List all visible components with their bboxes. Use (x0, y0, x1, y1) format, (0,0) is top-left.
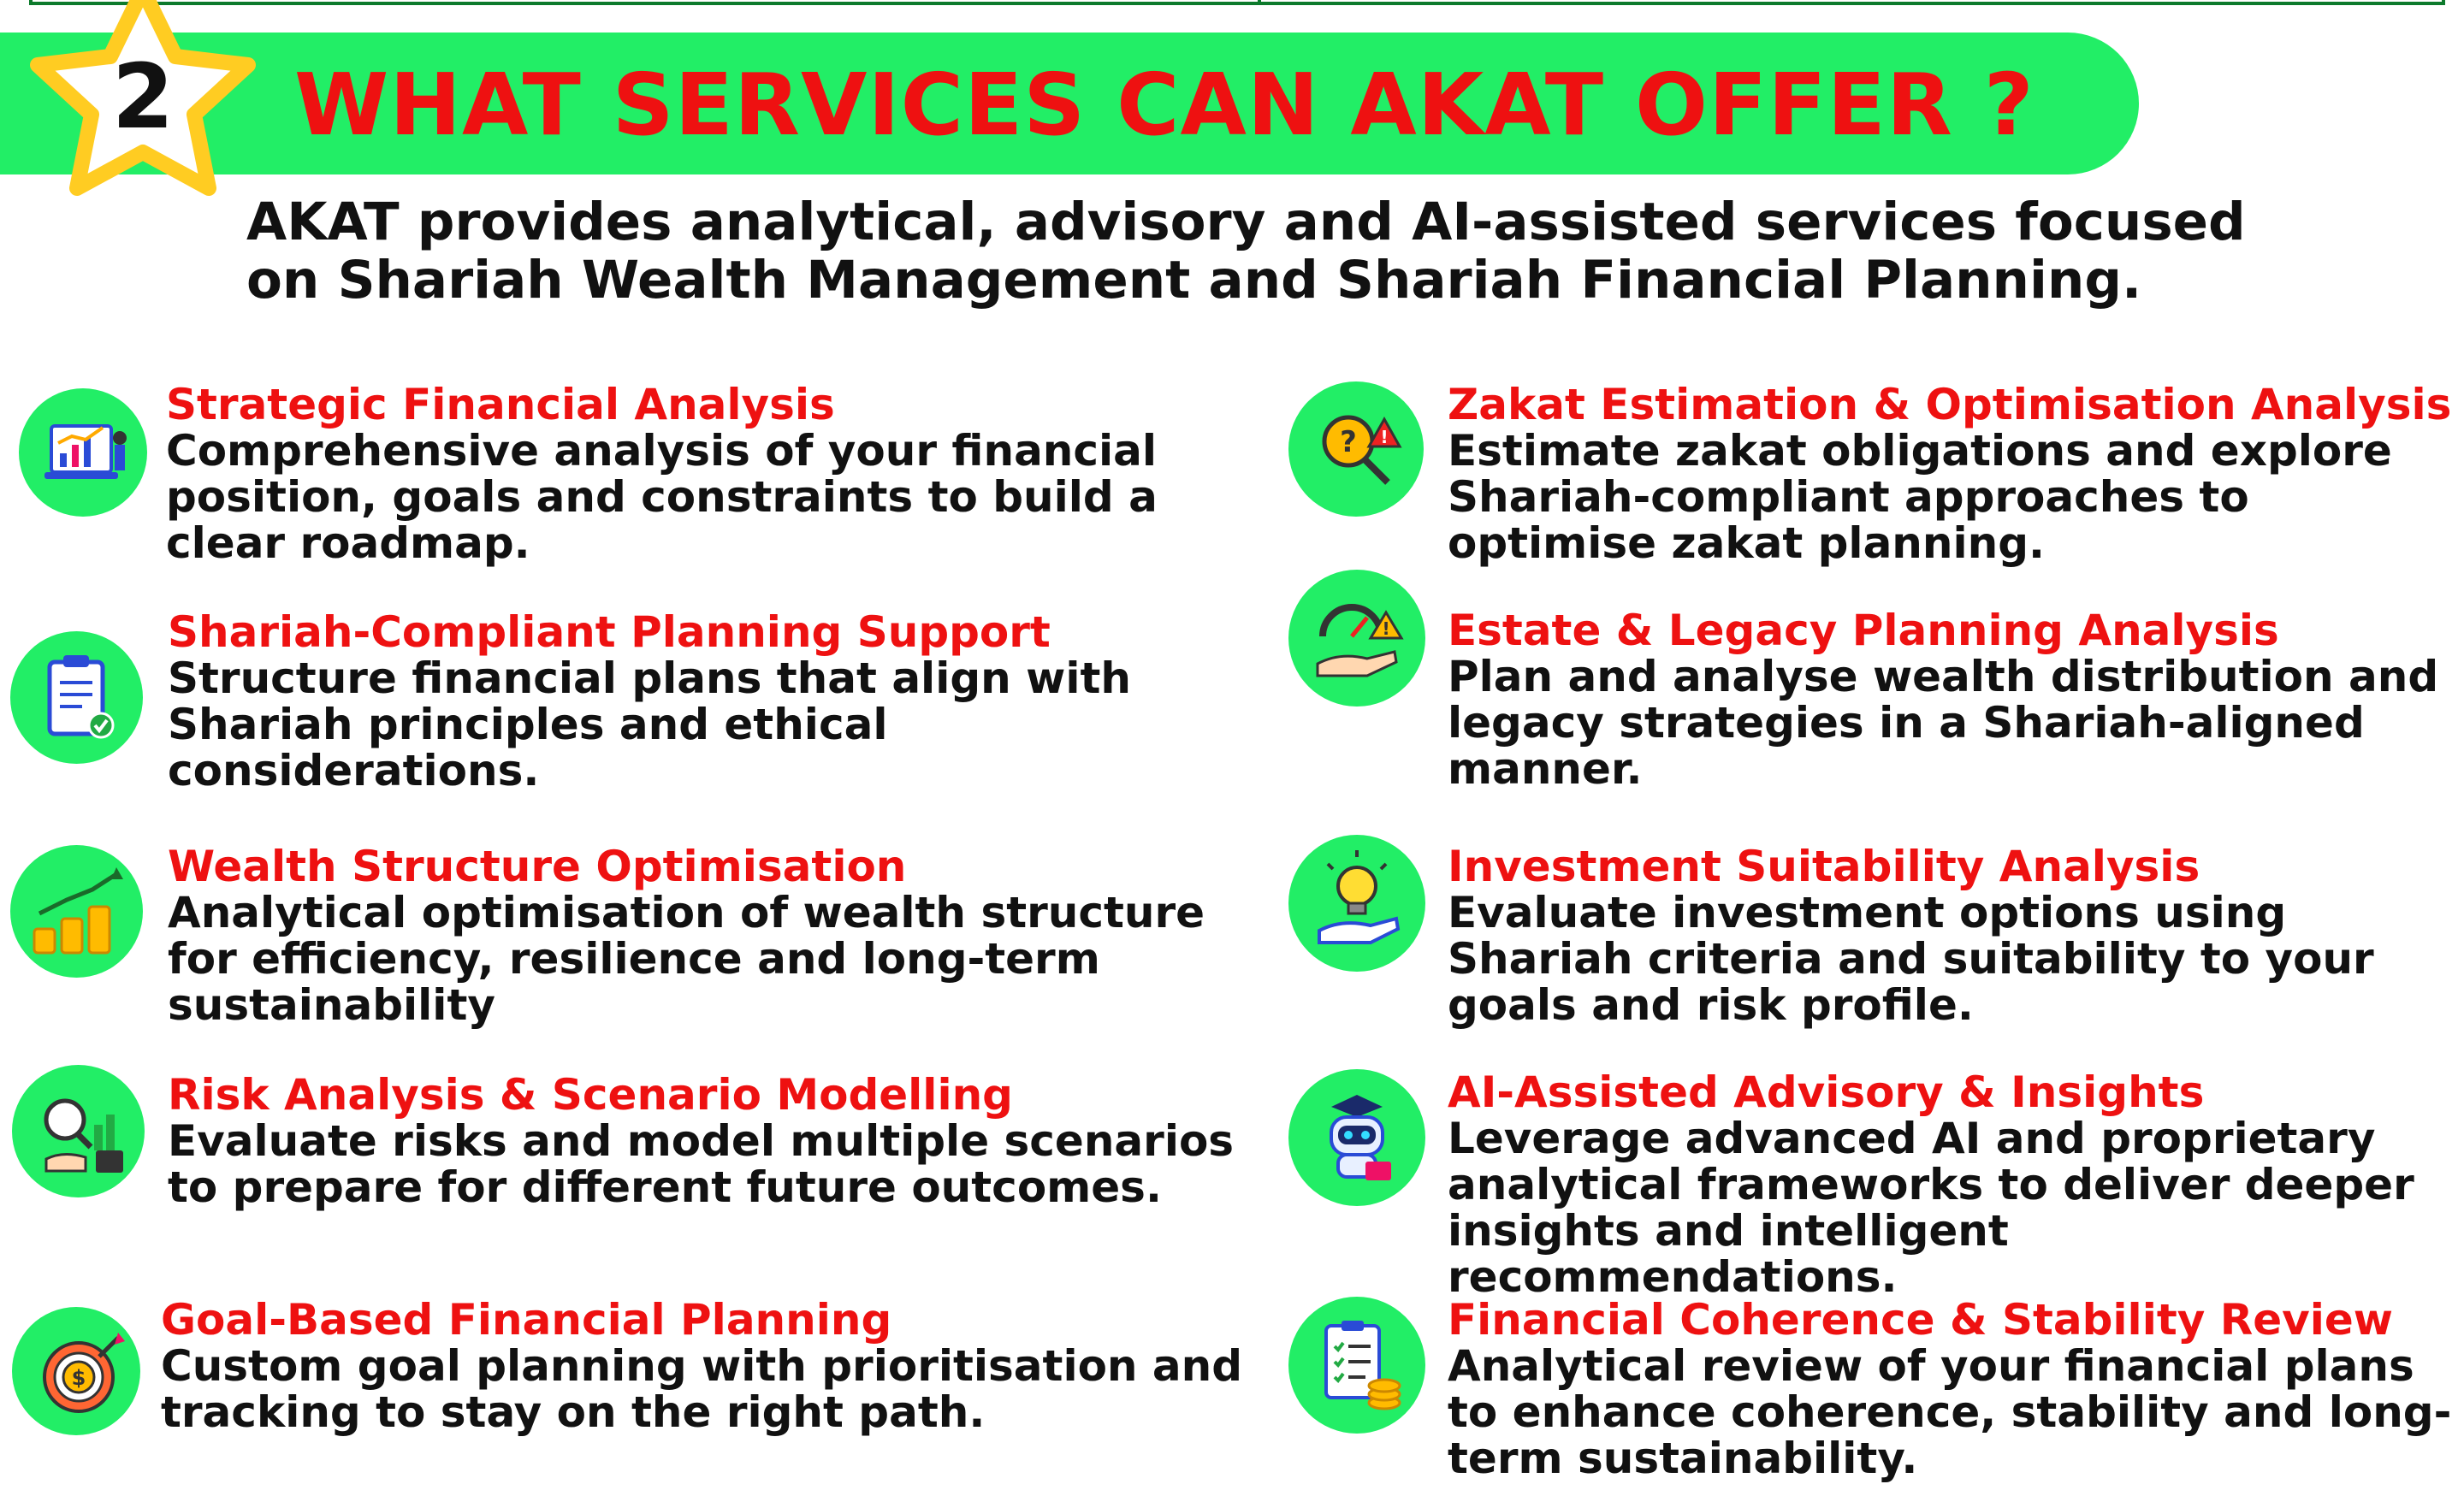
svg-text:?: ? (1340, 425, 1357, 459)
service-description: Leverage advanced AI and proprietary analytical frameworks to deliver deeper insights and intelligent recommendations. (1448, 1114, 2414, 1302)
service-strategic-financial-analysis (19, 381, 1268, 570)
service-text (1448, 1297, 2461, 1481)
clipboard-check-icon (10, 631, 143, 764)
service-text (168, 609, 1271, 794)
service-text (161, 1297, 1273, 1435)
intro-text: AKAT provides analytical, advisory and AI-assisted services focused on Shariah Wealth Management and Shariah Financial Planning. (246, 192, 2246, 310)
svg-text:!: ! (1380, 427, 1389, 447)
service-description: Comprehensive analysis of your financial position, goals and constraints to build a clear roadmap. (166, 426, 1158, 568)
service-title: Goal-Based Financial Planning (161, 1295, 892, 1345)
service-title: Zakat Estimation & Optimisation Analysis (1448, 380, 2452, 429)
service-title: Investment Suitability Analysis (1448, 842, 2200, 891)
ai-robot-icon (1288, 1069, 1425, 1206)
svg-text:!: ! (1382, 618, 1390, 639)
service-goal-based-financial-planning (12, 1297, 1270, 1451)
service-description: Evaluate risks and model multiple scenarios to prepare for different future outcomes. (168, 1116, 1235, 1212)
risk-magnifier-icon (12, 1065, 145, 1197)
service-text (168, 843, 1271, 1028)
service-shariah-compliant-planning-support (10, 607, 1268, 795)
service-estate-legacy-planning-analysis (1288, 607, 2461, 795)
svg-text:$: $ (71, 1366, 86, 1390)
lightbulb-hand-icon (1288, 835, 1425, 972)
service-description: Evaluate investment options using Shariah criteria and suitability to your goals and risk profile. (1448, 888, 2374, 1030)
service-title: Financial Coherence & Stability Review (1448, 1295, 2393, 1345)
page-title: WHAT SERVICES CAN AKAT OFFER ? (294, 55, 2035, 155)
top-frame-divider (1258, 0, 1261, 5)
gauge-hand-icon (1288, 570, 1425, 707)
section-number: 2 (111, 44, 175, 149)
service-description: Analytical review of your financial plans to enhance coherence, stability and long-term sustainability. (1448, 1341, 2452, 1483)
service-description: Structure financial plans that align with Shariah principles and ethical considerations. (168, 653, 1131, 795)
service-title: Wealth Structure Optimisation (168, 842, 907, 891)
question-magnifier-icon (1288, 381, 1424, 517)
service-risk-analysis-scenario-modelling (12, 1072, 1270, 1226)
service-description: Analytical optimisation of wealth structure for efficiency, resilience and long-term sustainability (168, 888, 1205, 1030)
service-title: Shariah-Compliant Planning Support (168, 607, 1051, 657)
service-zakat-estimation-optimisation-analysis (1288, 381, 2461, 570)
service-description: Plan and analyse wealth distribution and legacy strategies in a Shariah-aligned manner. (1448, 652, 2439, 794)
service-text (168, 1072, 1271, 1210)
service-text (1448, 381, 2461, 566)
service-title: Risk Analysis & Scenario Modelling (168, 1070, 1013, 1120)
dashboard-analysis-icon (19, 388, 147, 517)
service-title: Strategic Financial Analysis (166, 380, 835, 429)
top-frame-border (29, 0, 2445, 5)
service-wealth-structure-optimisation (10, 843, 1268, 1032)
service-ai-assisted-advisory-insights (1288, 1067, 2461, 1302)
coin-growth-icon (10, 845, 143, 978)
service-title: Estate & Legacy Planning Analysis (1448, 606, 2279, 655)
service-text (1448, 843, 2461, 1028)
service-text (1448, 607, 2461, 792)
service-description: Custom goal planning with prioritisation and tracking to stay on the right path. (161, 1341, 1243, 1437)
service-description: Estimate zakat obligations and explore Shariah-compliant approaches to optimise zakat planning. (1448, 426, 2392, 568)
checklist-coins-icon (1288, 1297, 1425, 1434)
service-title: AI-Assisted Advisory & Insights (1448, 1067, 2205, 1117)
service-investment-suitability-analysis (1288, 843, 2461, 1032)
target-dollar-icon (12, 1307, 140, 1435)
service-financial-coherence-stability-review (1288, 1297, 2461, 1485)
service-text (1448, 1069, 2461, 1300)
service-text (166, 381, 1278, 566)
